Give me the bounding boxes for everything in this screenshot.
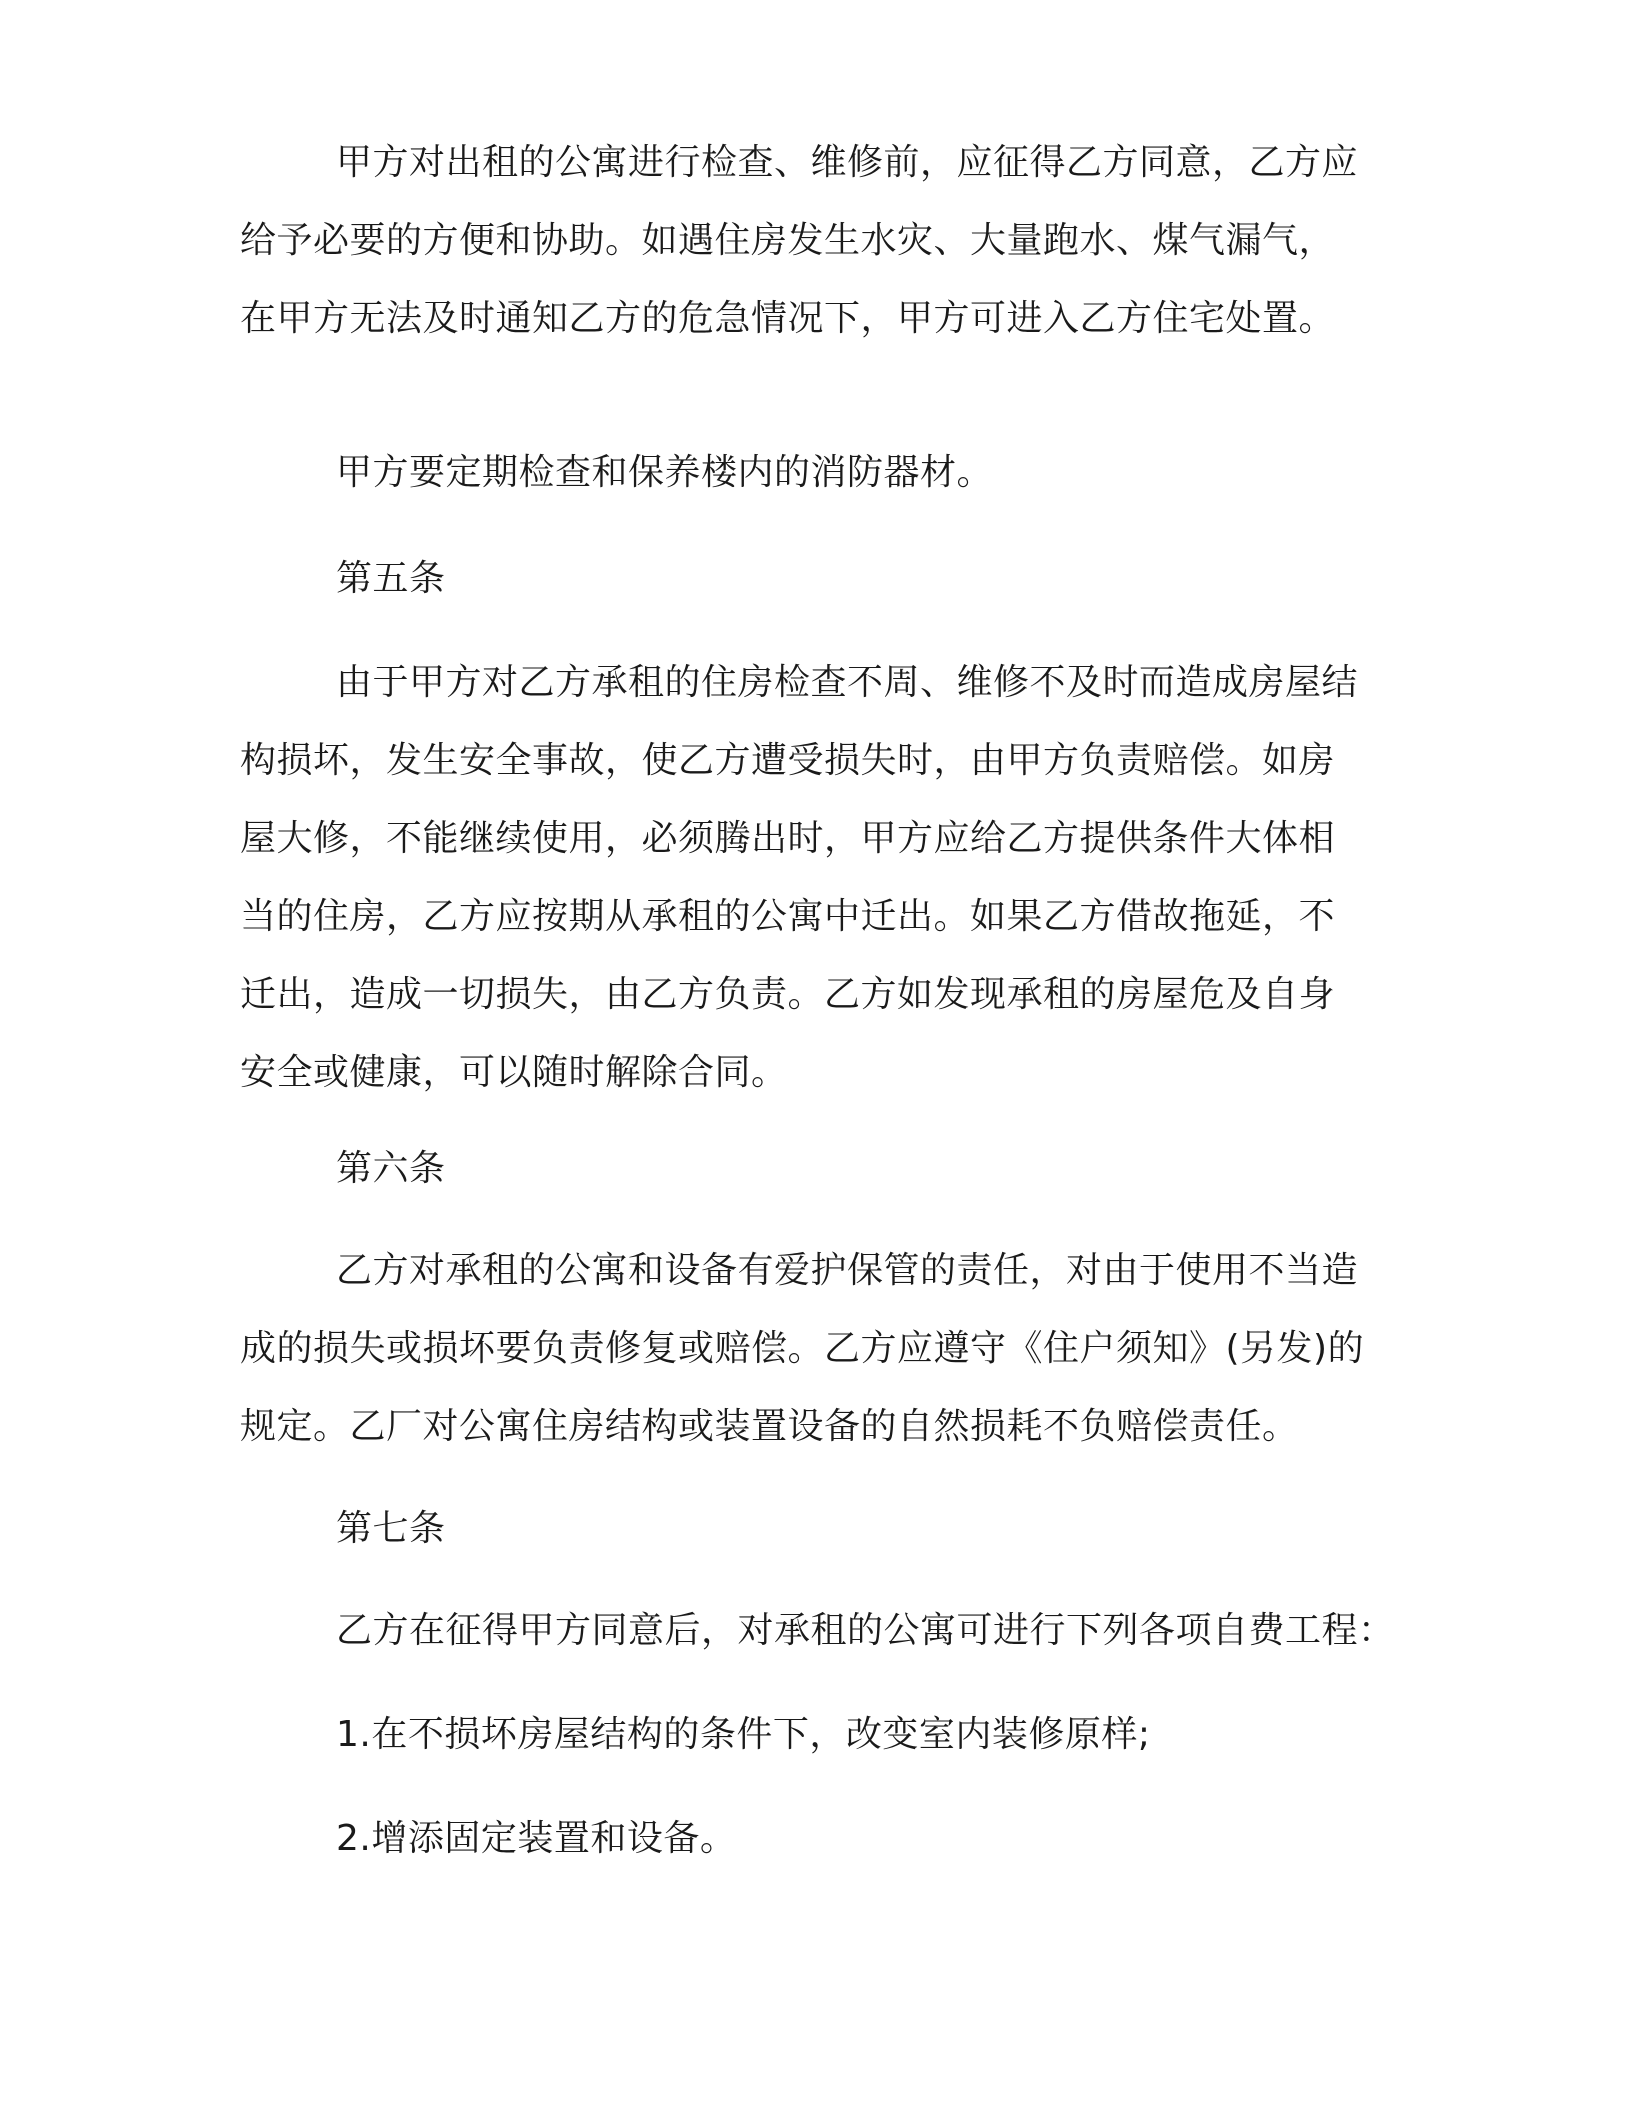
text-line: 由于甲方对乙方承租的住房检查不周、维修不及时而造成房屋结	[336, 662, 1359, 703]
list-item: 1.在不损坏房屋结构的条件下，改变室内装修原样;	[336, 1714, 1151, 1755]
text-line: 迁出，造成一切损失，由乙方负责。乙方如发现承租的房屋危及自身	[240, 974, 1336, 1015]
article-7-item-1	[240, 1696, 1400, 1774]
paragraph-fire-equipment	[240, 434, 1400, 512]
text-line: 构损坏，发生安全事故，使乙方遭受损失时，由甲方负责赔偿。如房	[240, 740, 1336, 781]
section-heading: 第六条	[336, 1148, 446, 1189]
text-line: 甲方对出租的公寓进行检查、维修前，应征得乙方同意，乙方应	[336, 142, 1359, 183]
section-heading: 第七条	[336, 1508, 446, 1549]
article-5-heading	[240, 540, 1400, 618]
article-6-text	[240, 1232, 1400, 1466]
text-line: 成的损失或损坏要负责修复或赔偿。乙方应遵守《住户须知》(另发)的	[240, 1328, 1365, 1369]
text-line: 给予必要的方便和协助。如遇住房发生水灾、大量跑水、煤气漏气，	[240, 220, 1336, 261]
text-line: 屋大修，不能继续使用，必须腾出时，甲方应给乙方提供条件大体相	[240, 818, 1336, 859]
list-item: 2.增添固定装置和设备。	[336, 1818, 737, 1859]
article-7-heading	[240, 1490, 1400, 1568]
text-line: 乙方在征得甲方同意后，对承租的公寓可进行下列各项自费工程：	[336, 1610, 1395, 1651]
text-line: 规定。乙厂对公寓住房结构或装置设备的自然损耗不负赔偿责任。	[240, 1406, 1299, 1447]
paragraph-inspection-repair	[240, 124, 1400, 358]
text-line: 甲方要定期检查和保养楼内的消防器材。	[336, 452, 994, 493]
text-line: 在甲方无法及时通知乙方的危急情况下，甲方可进入乙方住宅处置。	[240, 298, 1336, 339]
text-line: 乙方对承租的公寓和设备有爱护保管的责任，对由于使用不当造	[336, 1250, 1359, 1291]
article-7-intro	[240, 1592, 1400, 1670]
section-heading: 第五条	[336, 558, 446, 599]
text-line: 安全或健康，可以随时解除合同。	[240, 1052, 788, 1093]
article-6-heading	[240, 1130, 1400, 1208]
text-line: 当的住房，乙方应按期从承租的公寓中迁出。如果乙方借故拖延，不	[240, 896, 1336, 937]
article-7-item-2	[240, 1800, 1400, 1878]
article-5-text	[240, 644, 1400, 1112]
